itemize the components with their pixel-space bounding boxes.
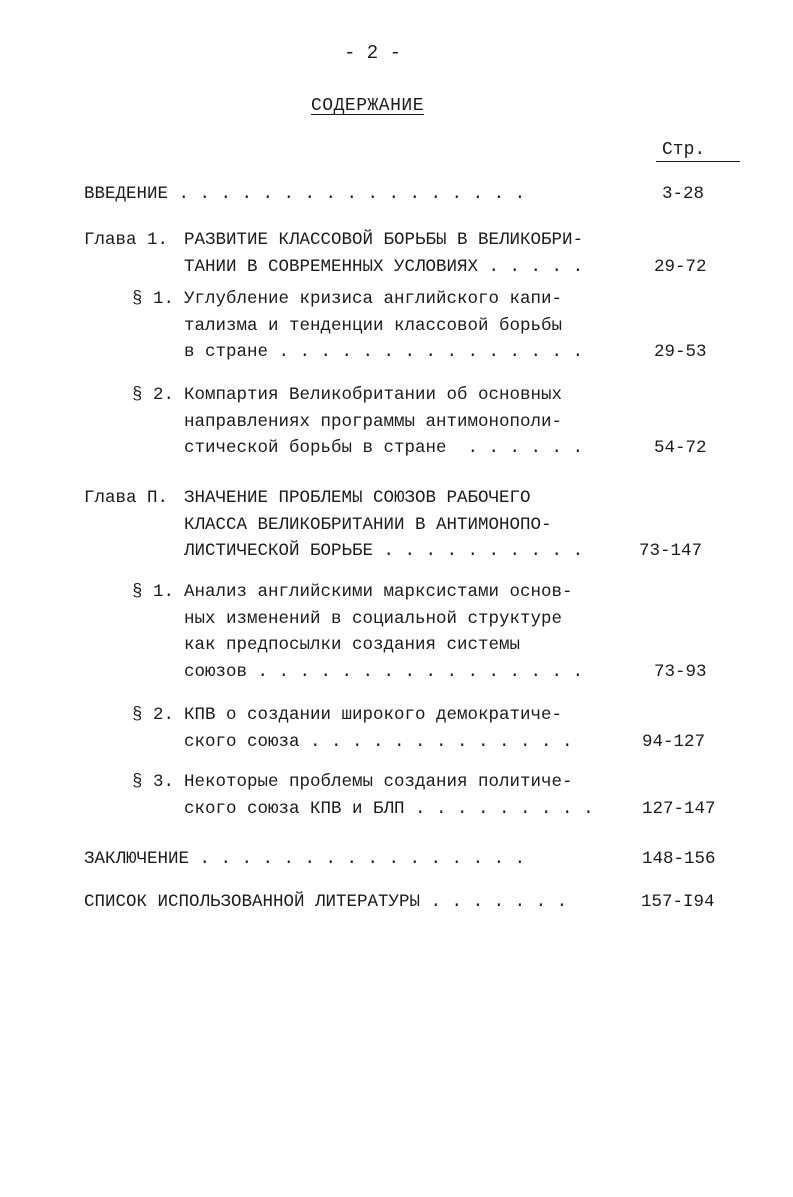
toc-entry-text: ВВЕДЕНИЕ . . . . . . . . . . . . . . . . . [84, 184, 526, 204]
toc-entry-pages: 148-156 [642, 849, 716, 869]
toc-entry-pages: 3-28 [662, 184, 705, 204]
page-column-header: Стр. [656, 139, 740, 162]
toc-entry-pages: 29-72 [654, 256, 707, 277]
toc-entry-pages: 94-127 [642, 731, 706, 752]
toc-entry-text: Некоторые проблемы создания политиче- [184, 772, 573, 792]
toc-entry-text: ского союза КПВ и БЛП . . . . . . . . . [184, 798, 594, 819]
toc-entry-text: как предпосылки создания системы [184, 635, 521, 655]
toc-entry-label: § 1. [132, 582, 175, 602]
toc-entry-pages: 157-I94 [641, 892, 715, 912]
toc-entry-text: Анализ английскими марксистами основ- [184, 582, 573, 602]
toc-entry-text: тализма и тенденции классовой борьбы [184, 315, 563, 336]
toc-entry-label: § 3. [132, 772, 175, 792]
toc-entry-text: в стране . . . . . . . . . . . . . . . [184, 342, 584, 362]
toc-entry-text: ского союза . . . . . . . . . . . . . [184, 731, 573, 752]
toc-entry-text: союзов . . . . . . . . . . . . . . . . [184, 661, 584, 682]
toc-entry-pages: 73-93 [654, 661, 707, 682]
toc-entry-text: ных изменений в социальной структуре [184, 608, 563, 629]
toc-entry-text: СПИСОК ИСПОЛЬЗОВАННОЙ ЛИТЕРАТУРЫ . . . . . . . [84, 892, 568, 912]
toc-entry-text: ЗНАЧЕНИЕ ПРОБЛЕМЫ СОЮЗОВ РАБОЧЕГО [184, 488, 531, 508]
toc-entry-pages: 29-53 [654, 342, 707, 362]
toc-entry-text: ЗАКЛЮЧЕНИЕ . . . . . . . . . . . . . . . . [84, 849, 526, 869]
toc-entry-pages: 54-72 [654, 438, 707, 458]
toc-entry-text: Компартия Великобритании об основных [184, 385, 563, 405]
toc-entry-label: Глава П. [84, 488, 169, 508]
toc-entry-bibliography [84, 889, 715, 969]
toc-entry-text: направлениях программы антимонополи- [184, 411, 563, 432]
toc-entry-text: РАЗВИТИЕ КЛАССОВОЙ БОРЬБЫ В ВЕЛИКОБРИ- [184, 230, 584, 250]
toc-entry-pages: 127-147 [642, 798, 716, 819]
toc-entry-label: § 1. [132, 289, 175, 309]
toc-entry-text: КПВ о создании широкого демократиче- [184, 705, 563, 725]
toc-entry-text: Углубление кризиса английского капи- [184, 289, 563, 309]
toc-entry-text: стической борьбы в стране . . . . . . [184, 438, 584, 458]
toc-entry-label: § 2. [132, 705, 175, 725]
toc-entry-pages: 73-147 [639, 541, 703, 561]
toc-entry-text: ТАНИИ В СОВРЕМЕННЫХ УСЛОВИЯХ . . . . . [184, 256, 584, 277]
toc-entry-text: ЛИСТИЧЕСКОЙ БОРЬБЕ . . . . . . . . . . [184, 541, 584, 561]
toc-entry-label: § 2. [132, 385, 175, 405]
toc-entry-text: КЛАССА ВЕЛИКОБРИТАНИИ В АНТИМОНОПО- [184, 514, 552, 535]
toc-entry-label: Глава 1. [84, 230, 169, 250]
page-number: - 2 - [343, 42, 401, 64]
page-title: СОДЕРЖАНИЕ [310, 96, 425, 116]
